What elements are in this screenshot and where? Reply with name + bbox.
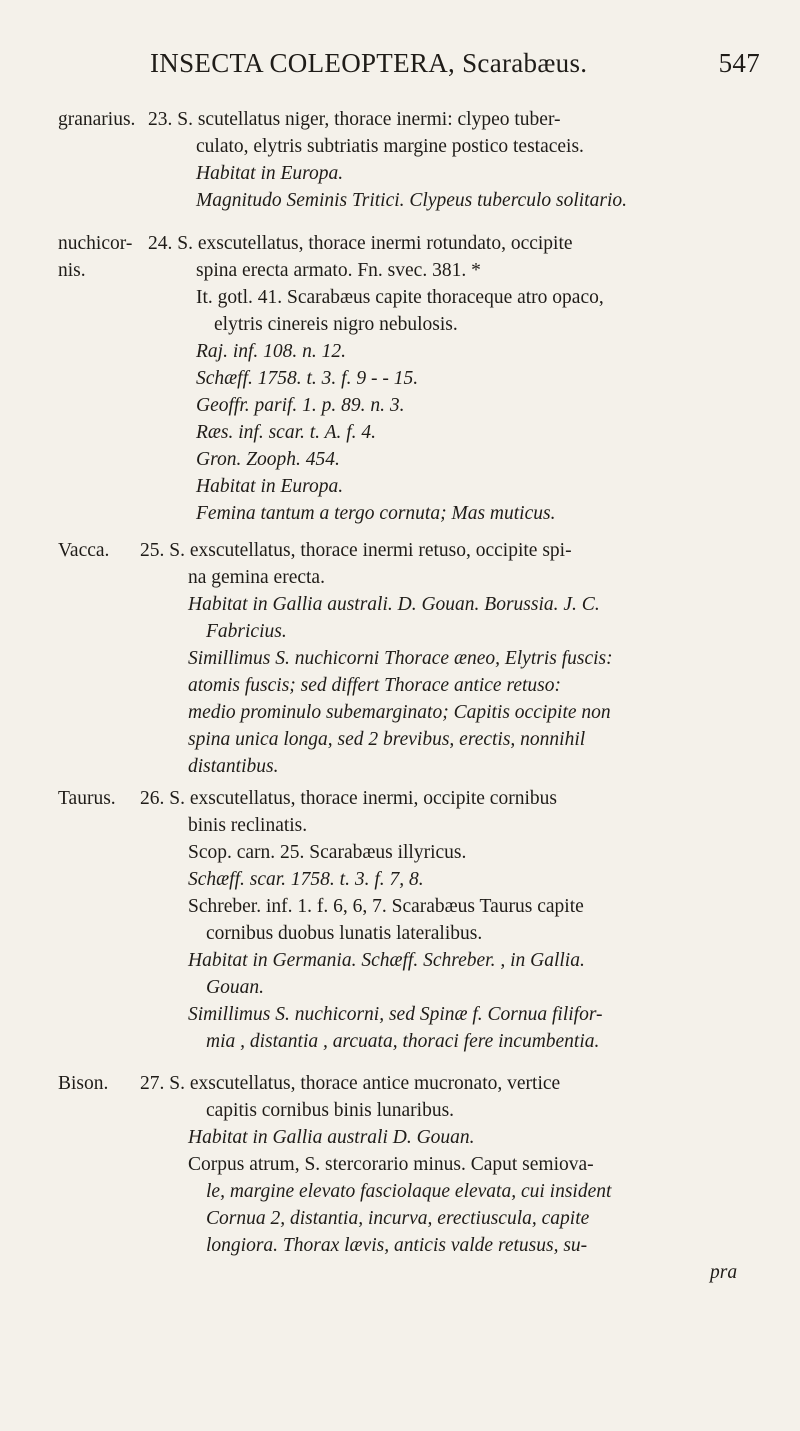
entry-line: Habitat in Gallia australi. D. Gouan. Borussia. J. C. bbox=[188, 594, 600, 615]
entry-line: binis reclinatis. bbox=[188, 815, 308, 836]
running-header bbox=[150, 48, 760, 88]
entry-line: Gron. Zooph. 454. bbox=[196, 449, 340, 470]
entry-line: 25. S. exscutellatus, thorace inermi retuso, occipite spi- bbox=[140, 540, 572, 561]
entry-line: medio prominulo subemarginato; Capitis occipite non bbox=[188, 702, 611, 723]
margin-species-name: Vacca. bbox=[58, 540, 110, 561]
entry-line: Simillimus S. nuchicorni Thorace æneo, Elytris fuscis: bbox=[188, 648, 613, 669]
entry-line: Habitat in Gallia australi D. Gouan. bbox=[188, 1127, 475, 1148]
entry-line: Geoffr. parif. 1. p. 89. n. 3. bbox=[196, 395, 405, 416]
entry-line: Habitat in Europa. bbox=[196, 476, 344, 497]
margin-species-name: Taurus. bbox=[58, 788, 116, 809]
entry-line: atomis fuscis; sed differt Thorace antice retuso: bbox=[188, 675, 561, 696]
catchword: pra bbox=[710, 1262, 738, 1283]
entry-line: Schreber. inf. 1. f. 6, 6, 7. Scarabæus Taurus capite bbox=[188, 896, 584, 917]
margin-species-name: nuchicor- nis. bbox=[58, 233, 133, 281]
entry-line: Raj. inf. 108. n. 12. bbox=[196, 341, 347, 362]
margin-species-name: Bison. bbox=[58, 1073, 109, 1094]
entry-line: 27. S. exscutellatus, thorace antice mucronato, vertice bbox=[140, 1073, 561, 1094]
entry-line: culato, elytris subtriatis margine postico testaceis. bbox=[196, 136, 584, 157]
entry-line: Habitat in Germania. Schæff. Schreber. , in Gallia. bbox=[188, 950, 585, 971]
entry-line: Schæff. scar. 1758. t. 3. f. 7, 8. bbox=[188, 869, 424, 890]
entry-line: spina unica longa, sed 2 brevibus, erectis, nonnihil bbox=[188, 729, 586, 750]
entry-line: Corpus atrum, S. stercorario minus. Caput semiova- bbox=[188, 1154, 594, 1175]
entry-line: longiora. Thorax lævis, anticis valde retusus, su- bbox=[206, 1235, 588, 1256]
entry-line: elytris cinereis nigro nebulosis. bbox=[214, 314, 458, 335]
header-title: INSECTA COLEOPTERA, Scarabæus. bbox=[150, 48, 588, 78]
entry-line: mia , distantia , arcuata, thoraci fere incumbentia. bbox=[206, 1031, 600, 1052]
entry-line: capitis cornibus binis lunaribus. bbox=[206, 1100, 455, 1121]
entry-line: na gemina erecta. bbox=[188, 567, 325, 588]
entry-line: spina erecta armato. Fn. svec. 381. * bbox=[196, 260, 481, 281]
entry-line: Simillimus S. nuchicorni, sed Spinæ f. Cornua filifor- bbox=[188, 1004, 603, 1025]
entry-line: Femina tantum a tergo cornuta; Mas muticus. bbox=[196, 503, 556, 524]
entry-line: Fabricius. bbox=[206, 621, 287, 642]
entry-line: Scop. carn. 25. Scarabæus illyricus. bbox=[188, 842, 467, 863]
entry-line: Schæff. 1758. t. 3. f. 9 - - 15. bbox=[196, 368, 419, 389]
entry-line: It. gotl. 41. Scarabæus capite thoraceque atro opaco, bbox=[196, 287, 604, 308]
entry-line: distantibus. bbox=[188, 756, 279, 777]
entry-line: Habitat in Europa. bbox=[196, 163, 344, 184]
entry-line: cornibus duobus lunatis lateralibus. bbox=[206, 923, 483, 944]
entry-line: le, margine elevato fasciolaque elevata, cui insident bbox=[206, 1181, 612, 1202]
entry-line: 24. S. exscutellatus, thorace inermi rotundato, occipite bbox=[148, 233, 573, 254]
entry-line: 23. S. scutellatus niger, thorace inermi: clypeo tuber- bbox=[148, 109, 561, 130]
entry-line: Magnitudo Seminis Tritici. Clypeus tuberculo solitario. bbox=[196, 190, 627, 211]
page-number: 547 bbox=[718, 48, 760, 78]
entry-line: Ræs. inf. scar. t. A. f. 4. bbox=[196, 422, 377, 443]
entry-line: Gouan. bbox=[206, 977, 264, 998]
entry-line: Cornua 2, distantia, incurva, erectiuscula, capite bbox=[206, 1208, 590, 1229]
entry-line: 26. S. exscutellatus, thorace inermi, occipite cornibus bbox=[140, 788, 557, 809]
margin-species-name: granarius. bbox=[58, 109, 136, 130]
